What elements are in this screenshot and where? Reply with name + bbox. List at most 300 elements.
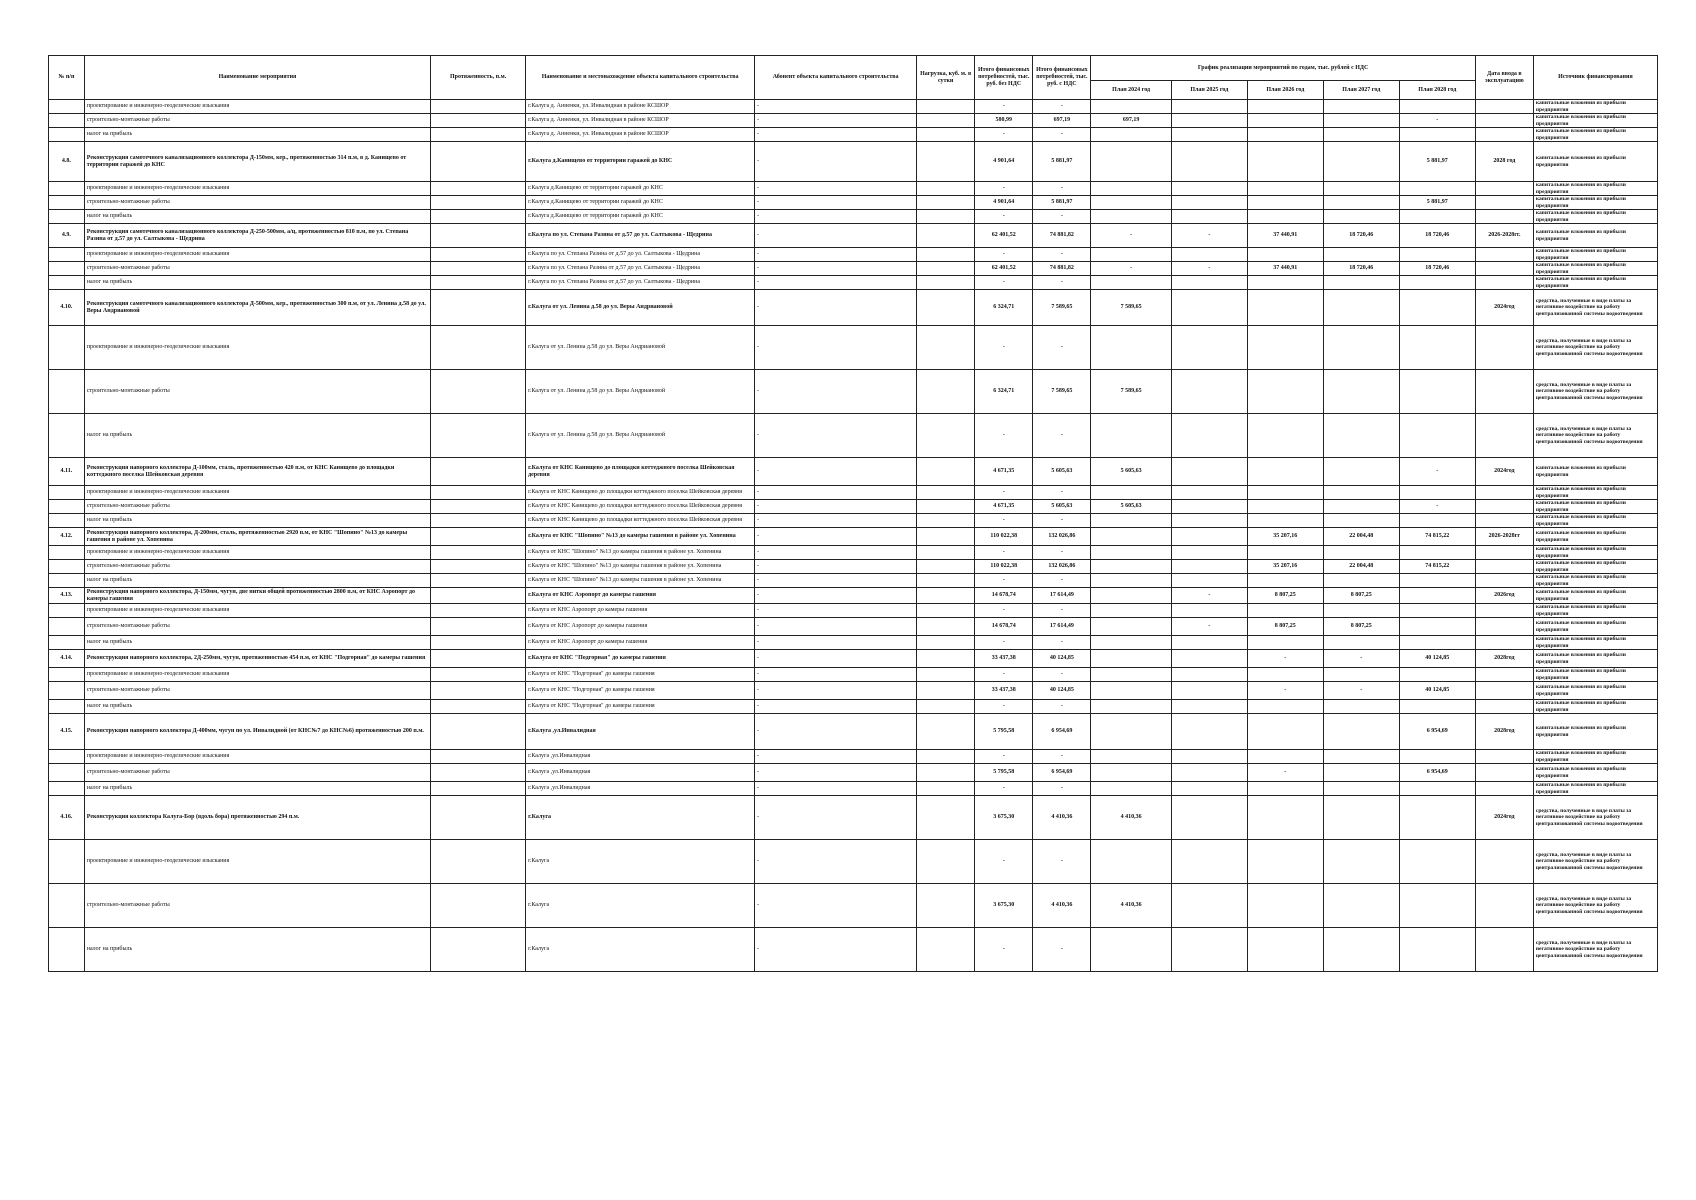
row-number-cell — [49, 928, 85, 972]
row-plan-2024-cell: - — [1091, 224, 1171, 248]
row-location-cell: г.Калуга от КНС Канищево до площадки коттеджного поселка Шейковская деревня — [526, 486, 755, 500]
table-row-subitem — [49, 668, 1658, 682]
row-commission-date-cell — [1475, 574, 1533, 588]
row-plan-2025-cell — [1171, 668, 1247, 682]
table-row-subitem — [49, 700, 1658, 714]
row-length-cell — [431, 262, 526, 276]
row-location-cell: г.Калуга от ул. Ленина д.58 до ул. Веры Андриановой — [526, 290, 755, 326]
row-plan-2025-cell — [1171, 750, 1247, 764]
row-load-cell — [917, 514, 975, 528]
row-source-cell: капитальные вложения из прибыли предприятия — [1533, 142, 1657, 182]
row-length-cell — [431, 764, 526, 782]
row-total-excl-vat-cell: 33 437,38 — [975, 650, 1033, 668]
row-plan-2027-cell — [1323, 486, 1399, 500]
row-plan-2026-cell — [1247, 604, 1323, 618]
row-subscriber-cell: - — [755, 546, 917, 560]
row-source-cell: средства, полученные в виде платы за негативное воздействие на работу централизованной системы водоотведения — [1533, 414, 1657, 458]
row-plan-2024-cell — [1091, 668, 1171, 682]
row-total-incl-vat-cell: 132 026,86 — [1033, 560, 1091, 574]
row-plan-2026-cell: 8 807,25 — [1247, 618, 1323, 636]
col-commission-date-header: Дата ввода в эксплуатацию — [1475, 56, 1533, 100]
row-location-cell: г.Калуга — [526, 928, 755, 972]
row-plan-2027-cell — [1323, 370, 1399, 414]
row-commission-date-cell — [1475, 276, 1533, 290]
row-number-cell — [49, 196, 85, 210]
row-plan-2027-cell — [1323, 100, 1399, 114]
row-total-incl-vat-cell: - — [1033, 700, 1091, 714]
row-plan-2026-cell — [1247, 486, 1323, 500]
row-plan-2028-cell — [1399, 782, 1475, 796]
row-plan-2026-cell — [1247, 500, 1323, 514]
row-total-excl-vat-cell: 62 401,52 — [975, 262, 1033, 276]
row-number-cell — [49, 700, 85, 714]
row-total-excl-vat-cell: - — [975, 782, 1033, 796]
row-plan-2024-cell — [1091, 682, 1171, 700]
row-commission-date-cell: 2026-2028гг — [1475, 528, 1533, 546]
row-subscriber-cell: - — [755, 142, 917, 182]
row-plan-2028-cell — [1399, 668, 1475, 682]
row-plan-2027-cell — [1323, 884, 1399, 928]
row-location-cell: г.Калуга д. Анненки, ул. Инвалидная в районе КСШОР — [526, 128, 755, 142]
row-length-cell — [431, 370, 526, 414]
row-plan-2028-cell — [1399, 182, 1475, 196]
table-row-subitem — [49, 546, 1658, 560]
row-plan-2026-cell — [1247, 782, 1323, 796]
row-total-excl-vat-cell: 33 437,38 — [975, 682, 1033, 700]
row-plan-2028-cell — [1399, 604, 1475, 618]
row-plan-2024-cell — [1091, 840, 1171, 884]
row-location-cell: г.Калуга от КНС "Подгорная" до камеры гашения — [526, 700, 755, 714]
row-source-cell: капитальные вложения из прибыли предприятия — [1533, 604, 1657, 618]
row-source-cell: капитальные вложения из прибыли предприятия — [1533, 782, 1657, 796]
table-row-subitem — [49, 326, 1658, 370]
row-load-cell — [917, 100, 975, 114]
row-plan-2027-cell — [1323, 928, 1399, 972]
row-plan-2026-cell — [1247, 276, 1323, 290]
row-total-excl-vat-cell: - — [975, 750, 1033, 764]
row-plan-2028-cell: 74 815,22 — [1399, 560, 1475, 574]
row-location-cell: г.Калуга — [526, 884, 755, 928]
row-plan-2027-cell: 8 807,25 — [1323, 618, 1399, 636]
row-load-cell — [917, 668, 975, 682]
row-plan-2025-cell — [1171, 514, 1247, 528]
row-location-cell: г.Калуга от ул. Ленина д.58 до ул. Веры Андриановой — [526, 370, 755, 414]
row-number-cell — [49, 546, 85, 560]
row-plan-2024-cell: 7 589,65 — [1091, 370, 1171, 414]
table-row-subitem — [49, 500, 1658, 514]
row-plan-2027-cell: - — [1323, 682, 1399, 700]
row-subscriber-cell: - — [755, 528, 917, 546]
row-length-cell — [431, 100, 526, 114]
row-source-cell: капитальные вложения из прибыли предприятия — [1533, 588, 1657, 604]
row-plan-2025-cell — [1171, 128, 1247, 142]
row-commission-date-cell — [1475, 668, 1533, 682]
row-number-cell: 4.12. — [49, 528, 85, 546]
row-source-cell: капитальные вложения из прибыли предприятия — [1533, 224, 1657, 248]
row-subscriber-cell: - — [755, 796, 917, 840]
row-name-cell: строительно-монтажные работы — [84, 764, 430, 782]
row-subscriber-cell: - — [755, 290, 917, 326]
row-commission-date-cell — [1475, 604, 1533, 618]
row-source-cell: капитальные вложения из прибыли предприятия — [1533, 210, 1657, 224]
row-name-cell: строительно-монтажные работы — [84, 500, 430, 514]
row-number-cell — [49, 618, 85, 636]
row-name-cell: строительно-монтажные работы — [84, 114, 430, 128]
row-location-cell: г.Калуга от КНС Канищево до площадки коттеджного поселка Шейковская деревня — [526, 500, 755, 514]
row-load-cell — [917, 796, 975, 840]
table-row-measure — [49, 714, 1658, 750]
row-source-cell: капитальные вложения из прибыли предприятия — [1533, 262, 1657, 276]
row-plan-2024-cell: 5 605,63 — [1091, 500, 1171, 514]
row-length-cell — [431, 486, 526, 500]
row-number-cell: 4.11. — [49, 458, 85, 486]
row-location-cell: г.Калуга ,ул.Инвалидная — [526, 714, 755, 750]
row-source-cell: капитальные вложения из прибыли предприятия — [1533, 700, 1657, 714]
row-plan-2024-cell — [1091, 636, 1171, 650]
row-number-cell — [49, 276, 85, 290]
row-length-cell — [431, 560, 526, 574]
row-length-cell — [431, 588, 526, 604]
row-length-cell — [431, 514, 526, 528]
row-total-incl-vat-cell: 6 954,69 — [1033, 714, 1091, 750]
row-plan-2025-cell — [1171, 528, 1247, 546]
row-plan-2026-cell — [1247, 928, 1323, 972]
row-subscriber-cell: - — [755, 276, 917, 290]
row-name-cell: Реконструкция напорного коллектора Д-100мм, сталь, протяженностью 420 п.м, от КНС Канищево до площадки коттеджного поселка Шейковская деревня — [84, 458, 430, 486]
row-length-cell — [431, 574, 526, 588]
row-total-excl-vat-cell: 580,99 — [975, 114, 1033, 128]
row-source-cell: средства, полученные в виде платы за негативное воздействие на работу централизованной системы водоотведения — [1533, 928, 1657, 972]
table-row-measure — [49, 796, 1658, 840]
row-source-cell: капитальные вложения из прибыли предприятия — [1533, 618, 1657, 636]
row-plan-2026-cell: 8 807,25 — [1247, 588, 1323, 604]
row-plan-2026-cell: 37 440,91 — [1247, 224, 1323, 248]
row-total-excl-vat-cell: 14 678,74 — [975, 618, 1033, 636]
table-row-subitem — [49, 486, 1658, 500]
row-number-cell — [49, 560, 85, 574]
row-number-cell — [49, 750, 85, 764]
table-row-subitem — [49, 682, 1658, 700]
row-plan-2025-cell — [1171, 100, 1247, 114]
row-commission-date-cell — [1475, 840, 1533, 884]
row-plan-2027-cell: 22 004,48 — [1323, 560, 1399, 574]
row-subscriber-cell: - — [755, 326, 917, 370]
row-plan-2026-cell — [1247, 796, 1323, 840]
row-plan-2028-cell — [1399, 546, 1475, 560]
row-name-cell: строительно-монтажные работы — [84, 370, 430, 414]
row-commission-date-cell — [1475, 700, 1533, 714]
row-length-cell — [431, 500, 526, 514]
table-row-subitem — [49, 636, 1658, 650]
row-length-cell — [431, 210, 526, 224]
row-source-cell: капитальные вложения из прибыли предприятия — [1533, 486, 1657, 500]
row-total-incl-vat-cell: - — [1033, 326, 1091, 370]
row-load-cell — [917, 142, 975, 182]
table-row-subitem — [49, 574, 1658, 588]
row-commission-date-cell: 2028год — [1475, 714, 1533, 750]
row-plan-2028-cell: - — [1399, 114, 1475, 128]
row-total-incl-vat-cell: - — [1033, 486, 1091, 500]
row-location-cell: г.Калуга по ул. Степана Разина от д.57 до ул. Салтыкова - Щедрина — [526, 276, 755, 290]
row-total-excl-vat-cell: 4 671,35 — [975, 458, 1033, 486]
row-subscriber-cell: - — [755, 588, 917, 604]
row-location-cell: г.Калуга от КНС Аэропорт до камеры гашения — [526, 636, 755, 650]
row-source-cell: капитальные вложения из прибыли предприятия — [1533, 500, 1657, 514]
table-row-subitem — [49, 114, 1658, 128]
row-source-cell: капитальные вложения из прибыли предприятия — [1533, 546, 1657, 560]
row-length-cell — [431, 700, 526, 714]
row-plan-2026-cell: 35 207,16 — [1247, 528, 1323, 546]
row-length-cell — [431, 650, 526, 668]
row-load-cell — [917, 618, 975, 636]
row-subscriber-cell: - — [755, 714, 917, 750]
row-total-incl-vat-cell: 697,19 — [1033, 114, 1091, 128]
row-number-cell: 4.13. — [49, 588, 85, 604]
row-plan-2026-cell: 37 440,91 — [1247, 262, 1323, 276]
row-location-cell: г.Калуга от КНС Канищево до площадки коттеджного поселка Шейковская деревня — [526, 514, 755, 528]
row-commission-date-cell: 2028 год — [1475, 142, 1533, 182]
row-plan-2027-cell: - — [1323, 650, 1399, 668]
row-name-cell: проектирование и инженерно-геодезические изыскания — [84, 546, 430, 560]
row-plan-2024-cell — [1091, 514, 1171, 528]
row-total-incl-vat-cell: 132 026,86 — [1033, 528, 1091, 546]
row-plan-2027-cell — [1323, 114, 1399, 128]
row-number-cell: 4.14. — [49, 650, 85, 668]
row-plan-2025-cell — [1171, 840, 1247, 884]
row-commission-date-cell — [1475, 128, 1533, 142]
row-plan-2024-cell — [1091, 528, 1171, 546]
row-name-cell: налог на прибыль — [84, 210, 430, 224]
row-plan-2026-cell — [1247, 458, 1323, 486]
row-plan-2024-cell — [1091, 574, 1171, 588]
row-total-excl-vat-cell: - — [975, 276, 1033, 290]
row-plan-2024-cell — [1091, 100, 1171, 114]
row-total-incl-vat-cell: - — [1033, 604, 1091, 618]
row-total-incl-vat-cell: 40 124,85 — [1033, 682, 1091, 700]
row-subscriber-cell: - — [755, 840, 917, 884]
row-total-excl-vat-cell: 6 324,71 — [975, 290, 1033, 326]
row-location-cell: г.Калуга от КНС Аэропорт до камеры гашения — [526, 618, 755, 636]
table-row-subitem — [49, 262, 1658, 276]
row-plan-2024-cell — [1091, 750, 1171, 764]
row-load-cell — [917, 560, 975, 574]
row-location-cell: г.Калуга — [526, 840, 755, 884]
row-length-cell — [431, 290, 526, 326]
row-plan-2024-cell — [1091, 196, 1171, 210]
row-number-cell — [49, 782, 85, 796]
table-row-subitem — [49, 370, 1658, 414]
row-commission-date-cell — [1475, 884, 1533, 928]
row-plan-2026-cell — [1247, 326, 1323, 370]
table-row-measure — [49, 528, 1658, 546]
row-name-cell: проектирование и инженерно-геодезические изыскания — [84, 668, 430, 682]
row-plan-2025-cell — [1171, 210, 1247, 224]
row-plan-2025-cell — [1171, 142, 1247, 182]
table-row-subitem — [49, 928, 1658, 972]
col-plan-2024-header: План 2024 год — [1091, 81, 1171, 100]
row-name-cell: строительно-монтажные работы — [84, 560, 430, 574]
row-plan-2027-cell — [1323, 750, 1399, 764]
row-total-excl-vat-cell: - — [975, 604, 1033, 618]
row-commission-date-cell: 2024год — [1475, 796, 1533, 840]
row-plan-2028-cell: 5 881,97 — [1399, 142, 1475, 182]
row-plan-2026-cell — [1247, 196, 1323, 210]
row-plan-2024-cell — [1091, 326, 1171, 370]
row-number-cell — [49, 414, 85, 458]
table-row-subitem — [49, 128, 1658, 142]
row-length-cell — [431, 224, 526, 248]
row-source-cell: капитальные вложения из прибыли предприятия — [1533, 764, 1657, 782]
row-plan-2026-cell — [1247, 668, 1323, 682]
row-length-cell — [431, 196, 526, 210]
row-name-cell: налог на прибыль — [84, 636, 430, 650]
row-plan-2026-cell — [1247, 574, 1323, 588]
row-plan-2027-cell: 18 720,46 — [1323, 262, 1399, 276]
row-length-cell — [431, 276, 526, 290]
row-number-cell — [49, 764, 85, 782]
row-source-cell: капитальные вложения из прибыли предприятия — [1533, 182, 1657, 196]
col-total-excl-vat-header: Итого финансовых потребностей, тыс. руб. без НДС — [975, 56, 1033, 100]
row-total-excl-vat-cell: 110 022,38 — [975, 528, 1033, 546]
row-total-incl-vat-cell: - — [1033, 636, 1091, 650]
row-subscriber-cell: - — [755, 560, 917, 574]
row-length-cell — [431, 128, 526, 142]
row-name-cell: налог на прибыль — [84, 414, 430, 458]
row-load-cell — [917, 326, 975, 370]
row-plan-2025-cell — [1171, 276, 1247, 290]
col-num-header: № п/п — [49, 56, 85, 100]
row-length-cell — [431, 840, 526, 884]
row-plan-2024-cell — [1091, 782, 1171, 796]
row-plan-2025-cell — [1171, 248, 1247, 262]
row-name-cell: проектирование и инженерно-геодезические изыскания — [84, 182, 430, 196]
row-total-excl-vat-cell: 5 795,58 — [975, 764, 1033, 782]
row-name-cell: налог на прибыль — [84, 128, 430, 142]
row-subscriber-cell: - — [755, 458, 917, 486]
row-number-cell: 4.8. — [49, 142, 85, 182]
row-plan-2028-cell: 6 954,69 — [1399, 764, 1475, 782]
row-plan-2028-cell: 18 720,46 — [1399, 224, 1475, 248]
row-subscriber-cell: - — [755, 636, 917, 650]
row-name-cell: строительно-монтажные работы — [84, 884, 430, 928]
row-length-cell — [431, 796, 526, 840]
row-plan-2026-cell — [1247, 248, 1323, 262]
row-plan-2025-cell — [1171, 928, 1247, 972]
row-name-cell: налог на прибыль — [84, 574, 430, 588]
row-plan-2027-cell — [1323, 668, 1399, 682]
row-source-cell: капитальные вложения из прибыли предприятия — [1533, 750, 1657, 764]
row-total-incl-vat-cell: 40 124,85 — [1033, 650, 1091, 668]
row-commission-date-cell — [1475, 326, 1533, 370]
row-plan-2024-cell — [1091, 604, 1171, 618]
row-total-excl-vat-cell: - — [975, 668, 1033, 682]
row-source-cell: капитальные вложения из прибыли предприятия — [1533, 100, 1657, 114]
row-plan-2027-cell — [1323, 182, 1399, 196]
row-name-cell: Реконструкция напорного коллектора, Д-150мм, чугун, две нитки общей протяженностью 2800 п.м, от КНС Аэропорт до камеры гашения — [84, 588, 430, 604]
table-row-subitem — [49, 782, 1658, 796]
row-total-incl-vat-cell: - — [1033, 210, 1091, 224]
row-total-incl-vat-cell: 7 589,65 — [1033, 370, 1091, 414]
row-source-cell: капитальные вложения из прибыли предприятия — [1533, 668, 1657, 682]
table-row-subitem — [49, 884, 1658, 928]
row-load-cell — [917, 458, 975, 486]
row-plan-2026-cell — [1247, 370, 1323, 414]
row-plan-2027-cell — [1323, 276, 1399, 290]
row-plan-2024-cell — [1091, 486, 1171, 500]
row-number-cell — [49, 248, 85, 262]
col-total-incl-vat-header: Итого финансовых потребностей, тыс. руб. с НДС — [1033, 56, 1091, 100]
row-plan-2028-cell: 40 124,85 — [1399, 682, 1475, 700]
row-plan-2026-cell — [1247, 514, 1323, 528]
row-plan-2027-cell — [1323, 604, 1399, 618]
row-plan-2025-cell — [1171, 326, 1247, 370]
row-length-cell — [431, 114, 526, 128]
row-source-cell: капитальные вложения из прибыли предприятия — [1533, 682, 1657, 700]
row-number-cell — [49, 668, 85, 682]
row-plan-2025-cell — [1171, 796, 1247, 840]
table-row-subitem — [49, 840, 1658, 884]
row-number-cell: 4.16. — [49, 796, 85, 840]
row-number-cell — [49, 114, 85, 128]
row-plan-2027-cell — [1323, 764, 1399, 782]
row-total-excl-vat-cell: 3 675,30 — [975, 884, 1033, 928]
row-subscriber-cell: - — [755, 884, 917, 928]
row-plan-2025-cell — [1171, 650, 1247, 668]
row-plan-2028-cell — [1399, 796, 1475, 840]
row-source-cell: капитальные вложения из прибыли предприятия — [1533, 276, 1657, 290]
row-plan-2028-cell — [1399, 700, 1475, 714]
row-plan-2025-cell — [1171, 500, 1247, 514]
row-commission-date-cell — [1475, 414, 1533, 458]
row-plan-2025-cell — [1171, 458, 1247, 486]
row-name-cell: Реконструкция напорного коллектора Д-400мм, чугун по ул. Инвалидной (от КНС№7 до КНС№6) протяженностью 200 п.м. — [84, 714, 430, 750]
row-load-cell — [917, 928, 975, 972]
row-source-cell: средства, полученные в виде платы за негативное воздействие на работу централизованной системы водоотведения — [1533, 326, 1657, 370]
row-plan-2024-cell: 5 605,63 — [1091, 458, 1171, 486]
col-location-header: Наименование и местонахождение объекта капитального строительства — [526, 56, 755, 100]
row-total-incl-vat-cell: 6 954,69 — [1033, 764, 1091, 782]
col-schedule-header: График реализации мероприятий по годам, тыс. рублей с НДС — [1091, 56, 1475, 81]
table-row-subitem — [49, 182, 1658, 196]
row-plan-2024-cell — [1091, 764, 1171, 782]
row-total-excl-vat-cell: - — [975, 486, 1033, 500]
row-name-cell: налог на прибыль — [84, 782, 430, 796]
row-number-cell: 4.15. — [49, 714, 85, 750]
row-plan-2026-cell — [1247, 100, 1323, 114]
row-name-cell: проектирование и инженерно-геодезические изыскания — [84, 326, 430, 370]
row-number-cell — [49, 182, 85, 196]
row-plan-2027-cell — [1323, 500, 1399, 514]
row-plan-2027-cell — [1323, 574, 1399, 588]
row-number-cell — [49, 326, 85, 370]
row-plan-2026-cell — [1247, 128, 1323, 142]
col-name-header: Наименование мероприятия — [84, 56, 430, 100]
row-plan-2028-cell — [1399, 750, 1475, 764]
row-total-incl-vat-cell: - — [1033, 574, 1091, 588]
row-commission-date-cell: 2026год — [1475, 588, 1533, 604]
row-total-incl-vat-cell: 17 614,49 — [1033, 588, 1091, 604]
row-location-cell: г.Калуга от КНС "Подгорная" до камеры гашения — [526, 650, 755, 668]
row-length-cell — [431, 546, 526, 560]
row-plan-2027-cell — [1323, 290, 1399, 326]
row-commission-date-cell — [1475, 248, 1533, 262]
row-source-cell: капитальные вложения из прибыли предприятия — [1533, 248, 1657, 262]
row-subscriber-cell: - — [755, 764, 917, 782]
row-plan-2028-cell — [1399, 574, 1475, 588]
row-total-incl-vat-cell: - — [1033, 546, 1091, 560]
row-location-cell: г.Калуга от ул. Ленина д.58 до ул. Веры Андриановой — [526, 414, 755, 458]
row-length-cell — [431, 714, 526, 750]
